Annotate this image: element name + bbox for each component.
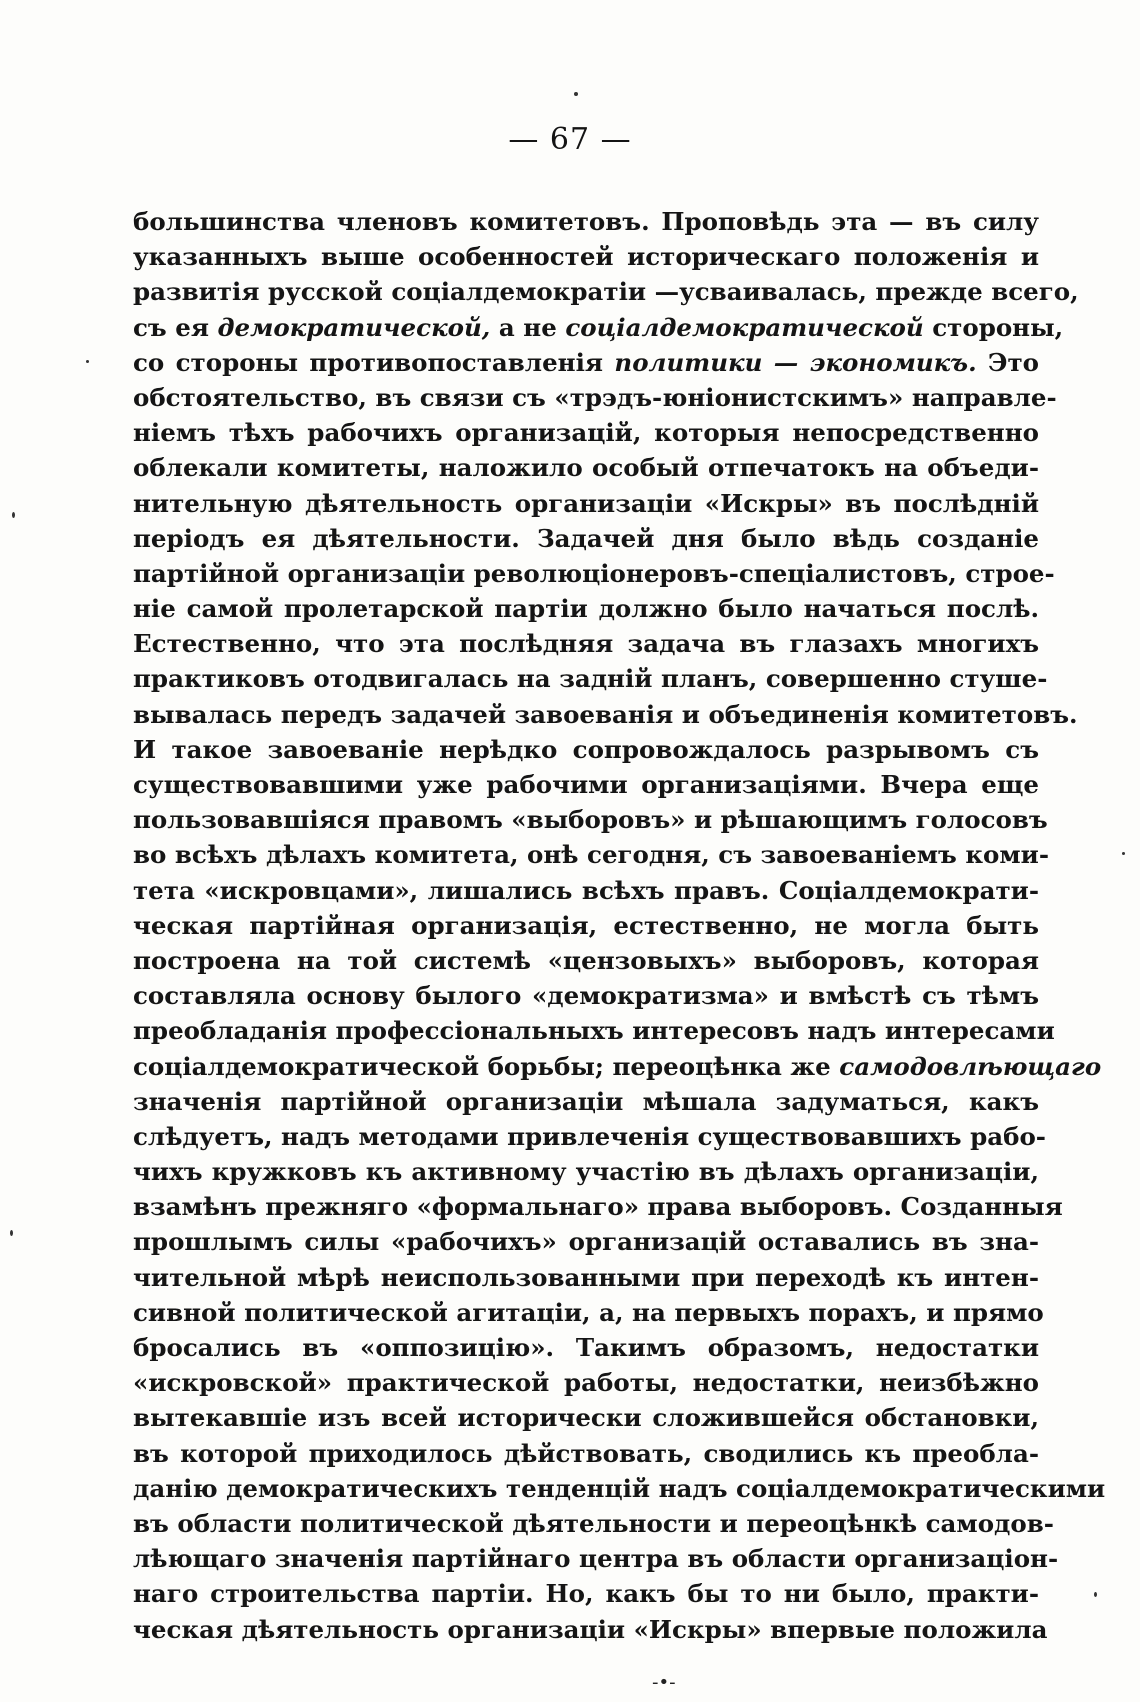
line-text: соціалдемократической борьбы; переоцѣнка же xyxy=(133,1051,840,1081)
line-text: лѣющаго значенія партійнаго центра въ области организаціон- xyxy=(133,1544,1059,1574)
text-line xyxy=(133,943,1039,978)
line-text: партійной организаціи революціонеровъ-спеціалистовъ, строе- xyxy=(133,558,1055,588)
text-line xyxy=(133,661,1048,696)
line-text: прошлымъ силы «рабочихъ» организацій оставались въ зна- xyxy=(133,1227,1039,1257)
emphasis-text: соціалдемократической xyxy=(565,312,924,342)
line-text: въ области политической дѣятельности и переоцѣнкѣ самодов- xyxy=(133,1508,1054,1538)
line-text: тета «искровцами», лишались всѣхъ правъ. Соціалдемократи- xyxy=(133,875,1039,905)
text-line xyxy=(133,1612,1048,1647)
text-line xyxy=(133,1189,1063,1224)
line-text: во всѣхъ дѣлахъ комитета, онѣ сегодня, съ завоеваніемъ коми- xyxy=(133,840,1049,870)
line-text: вывалась передъ задачей завоеванія и объединенія комитетовъ. xyxy=(133,699,1078,729)
text-line xyxy=(133,1224,1039,1259)
line-text: бросались въ «оппозицію». Такимъ образомъ, недостатки xyxy=(133,1333,1039,1362)
line-text: И такое завоеваніе нерѣдко сопровождалось разрывомъ съ xyxy=(133,734,1039,764)
text-line xyxy=(133,310,1064,345)
line-text: облекали комитеты, наложило особый отпечатокъ на объеди- xyxy=(133,453,1039,483)
text-line xyxy=(133,767,1039,802)
line-text: большинства членовъ комитетовъ. Проповѣдь эта — въ силу xyxy=(133,207,1039,236)
text-line xyxy=(133,345,1039,380)
text-line xyxy=(133,873,1039,908)
text-line xyxy=(133,1506,1054,1541)
text-line xyxy=(133,1260,1039,1295)
line-text: указанныхъ выше особенностей историческаго положенія и xyxy=(133,242,1039,272)
line-text: существовавшими уже рабочими организаціями. Вчера еще xyxy=(133,770,1039,799)
scan-speck xyxy=(86,360,89,363)
line-text: съ ея xyxy=(133,312,218,342)
line-text: пользовавшіяся правомъ «выборовъ» и рѣшающимъ голосовъ xyxy=(133,805,1048,835)
printer-ornament: -•- xyxy=(652,1672,676,1693)
text-line xyxy=(133,1576,1039,1611)
line-text: практиковъ отодвигалась на задній планъ, совершенно стуше- xyxy=(133,664,1048,694)
scan-speck xyxy=(1094,1592,1097,1597)
line-text: Это xyxy=(976,347,1039,377)
text-line xyxy=(133,1295,1044,1330)
scan-speck xyxy=(10,1230,13,1236)
line-text: значенія партійной организаціи мѣшала задуматься, какъ xyxy=(133,1086,1039,1116)
text-line xyxy=(133,380,1057,415)
scan-speck xyxy=(1122,852,1125,855)
text-line xyxy=(133,556,1055,591)
line-text: стороны, xyxy=(923,312,1064,342)
line-text: ніемъ тѣхъ рабочихъ организацій, которыя непосредственно xyxy=(133,418,1039,448)
line-text: ческая партійная организація, естественно, не могла быть xyxy=(133,910,1039,940)
text-line xyxy=(133,1154,1039,1189)
text-line xyxy=(133,1084,1039,1119)
text-line xyxy=(133,274,1079,309)
line-text: періодъ ея дѣятельности. Задачей дня было вѣдь созданіе xyxy=(133,523,1039,553)
line-text: слѣдуетъ, надъ методами привлеченія существовавшихъ рабо- xyxy=(133,1121,1046,1151)
scan-speck xyxy=(574,92,578,96)
line-text: развитія русской соціалдемократіи —усваивалась, прежде всего, xyxy=(133,277,1079,307)
text-line xyxy=(133,1541,1059,1576)
line-text: ческая дѣятельность организаціи «Искры» впервые положила xyxy=(133,1614,1048,1644)
text-line xyxy=(133,1049,1102,1084)
line-text: чительной мѣрѣ неиспользованными при переходѣ къ интен- xyxy=(133,1262,1039,1292)
emphasis-text: политики — экономикъ. xyxy=(614,347,977,377)
line-text: «искровской» практической работы, недостатки, неизбѣжно xyxy=(133,1368,1039,1398)
line-text: со стороны противопоставленія xyxy=(133,347,615,377)
text-line xyxy=(133,978,1039,1013)
body-text xyxy=(133,204,1106,1647)
line-text: въ которой приходилось дѣйствовать, сводились къ преобла- xyxy=(133,1438,1039,1468)
text-line xyxy=(133,486,1039,521)
text-line xyxy=(133,697,1078,732)
text-line xyxy=(133,1119,1046,1154)
text-line xyxy=(133,626,1039,661)
line-text: составляла основу былого «демократизма» и вмѣстѣ съ тѣмъ xyxy=(133,981,1039,1011)
line-text: сивной политической агитаціи, а, на первыхъ порахъ, и прямо xyxy=(133,1297,1044,1327)
text-line xyxy=(133,1330,1039,1365)
line-text: Естественно, что эта послѣдняя задача въ глазахъ многихъ xyxy=(133,629,1039,659)
text-line xyxy=(133,1436,1039,1471)
line-text: а не xyxy=(490,312,566,342)
text-line xyxy=(133,1400,1039,1435)
line-text: наго строительства партіи. Но, какъ бы то ни было, практи- xyxy=(133,1579,1039,1609)
line-text: взамѣнъ прежняго «формальнаго» права выборовъ. Созданныя xyxy=(133,1192,1063,1222)
emphasis-text: демократической, xyxy=(217,312,491,342)
line-text: построена на той системѣ «цензовыхъ» выборовъ, которая xyxy=(133,945,1039,975)
line-text: вытекавшіе изъ всей исторически сложившейся обстановки, xyxy=(133,1403,1039,1433)
text-line xyxy=(133,802,1048,837)
text-line xyxy=(133,1365,1039,1400)
text-line xyxy=(133,450,1039,485)
text-line xyxy=(133,415,1039,450)
line-text: нительную дѣятельность организаціи «Искры» въ послѣдній xyxy=(133,488,1039,518)
text-line xyxy=(133,1013,1055,1048)
text-line xyxy=(133,732,1039,767)
emphasis-text: самодовлѣющаго xyxy=(839,1051,1102,1081)
line-text: ніе самой пролетарской партіи должно было начаться послѣ. xyxy=(133,594,1039,624)
text-line xyxy=(133,908,1039,943)
text-line xyxy=(133,591,1039,626)
line-text: обстоятельство, въ связи съ «трэдъ-юніонистскимъ» направле- xyxy=(133,382,1057,412)
scan-speck xyxy=(12,512,15,518)
page-number: — 67 — xyxy=(508,122,632,157)
line-text: чихъ кружковъ къ активному участію въ дѣлахъ организаціи, xyxy=(133,1157,1039,1187)
text-line xyxy=(133,239,1039,274)
text-line xyxy=(133,837,1049,872)
line-text: преобладанія профессіональныхъ интересовъ надъ интересами xyxy=(133,1016,1055,1046)
text-line xyxy=(133,204,1039,239)
text-line xyxy=(133,1471,1106,1506)
line-text: данію демократическихъ тенденцій надъ соціалдемократическими xyxy=(133,1473,1106,1503)
text-line xyxy=(133,521,1039,556)
